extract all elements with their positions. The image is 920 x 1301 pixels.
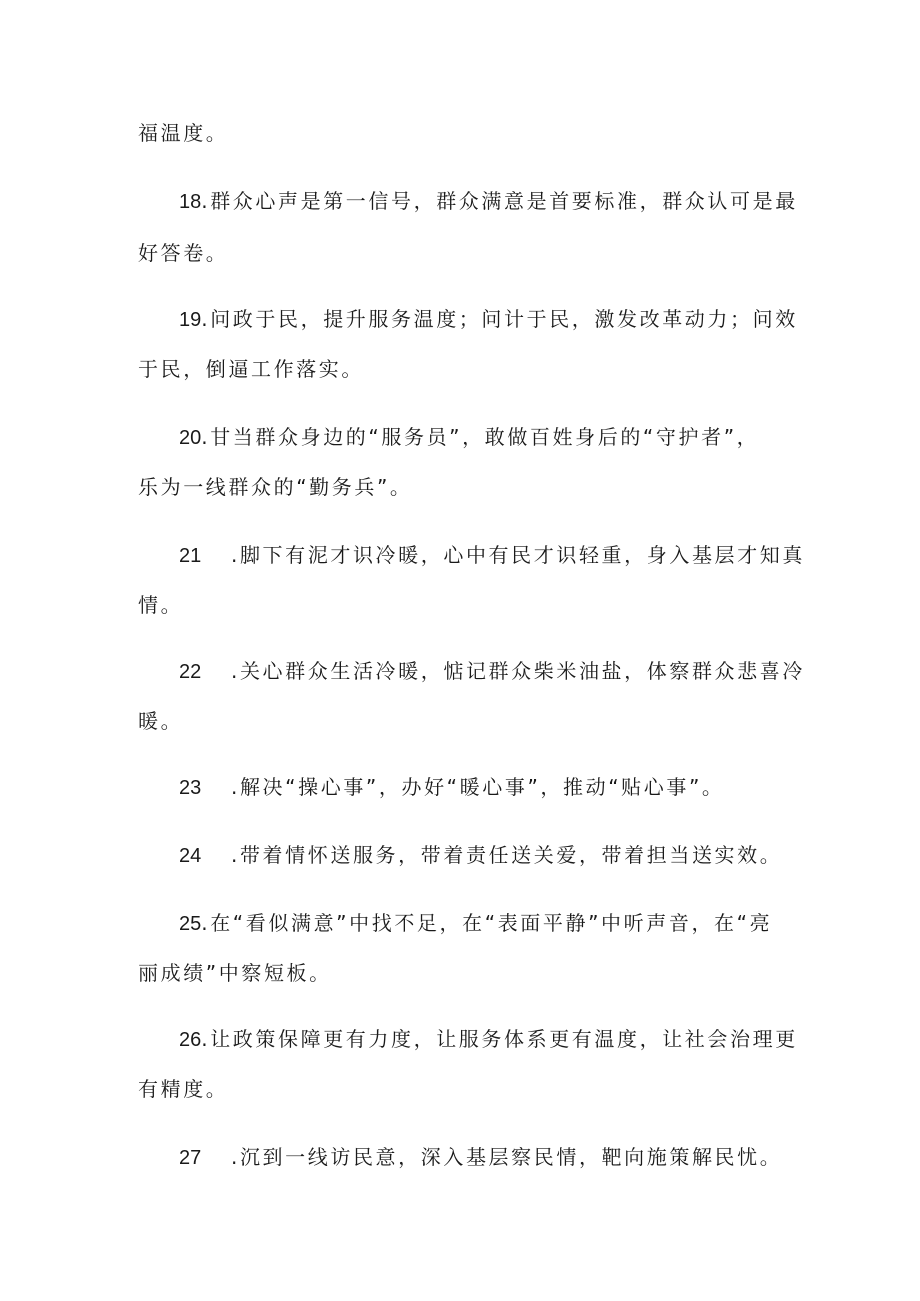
paragraph-text: .让政策保障更有力度，让服务体系更有温度，让社会治理更 bbox=[201, 1027, 798, 1051]
item-number: 21 bbox=[179, 545, 202, 567]
paragraph-19-line-1 bbox=[179, 306, 798, 333]
paragraph-text: 好答卷。 bbox=[138, 241, 229, 265]
paragraph-text: .问政于民，提升服务温度；问计于民，激发改革动力；问效 bbox=[201, 307, 798, 331]
paragraph-text: 乐为一线群众的“勤务兵”。 bbox=[138, 475, 413, 499]
paragraph-text: .群众心声是第一信号，群众满意是首要标准，群众认可是最 bbox=[201, 189, 798, 213]
paragraph-23-line-1 bbox=[179, 774, 725, 801]
paragraph-text: 丽成绩”中察短板。 bbox=[138, 961, 332, 985]
paragraph-text: 暖。 bbox=[138, 709, 184, 733]
paragraph-text: 福温度。 bbox=[138, 121, 229, 145]
paragraph-text: .解决“操心事”，办好“暖心事”，推动“贴心事”。 bbox=[231, 775, 725, 799]
paragraph-24-line-1 bbox=[179, 842, 782, 869]
paragraph-26-line-2 bbox=[138, 1076, 228, 1102]
item-number: 20 bbox=[179, 427, 202, 449]
paragraph-22-line-2 bbox=[138, 708, 183, 734]
item-number: 23 bbox=[179, 777, 202, 799]
paragraph-text: 于民，倒逼工作落实。 bbox=[138, 357, 364, 381]
item-number: 19 bbox=[179, 309, 202, 331]
paragraph-18-line-2 bbox=[138, 240, 228, 266]
paragraph-27-line-1 bbox=[179, 1144, 782, 1171]
item-number: 25 bbox=[179, 913, 202, 935]
item-number: 24 bbox=[179, 845, 202, 867]
paragraph-text: .沉到一线访民意，深入基层察民情，靶向施策解民忧。 bbox=[231, 1145, 783, 1169]
paragraph-26-line-1 bbox=[179, 1026, 798, 1053]
paragraph-25-line-1 bbox=[179, 910, 772, 937]
paragraph-text: .关心群众生活冷暖，惦记群众柴米油盐，体察群众悲喜冷 bbox=[231, 659, 805, 683]
paragraph-22-line-1 bbox=[179, 658, 805, 685]
paragraph-text: .脚下有泥才识冷暖，心中有民才识轻重，身入基层才知真 bbox=[231, 543, 805, 567]
item-number: 18 bbox=[179, 191, 202, 213]
paragraph-25-line-2 bbox=[138, 960, 332, 986]
item-number: 22 bbox=[179, 661, 202, 683]
paragraph-19-line-2 bbox=[138, 356, 364, 382]
paragraph-21-line-2 bbox=[138, 592, 183, 618]
paragraph-17-line-2 bbox=[138, 120, 228, 146]
paragraph-text: .带着情怀送服务，带着责任送关爱，带着担当送实效。 bbox=[231, 843, 783, 867]
paragraph-text: 情。 bbox=[138, 593, 184, 617]
item-number: 27 bbox=[179, 1147, 202, 1169]
paragraph-20-line-1 bbox=[179, 424, 759, 451]
paragraph-text: .在“看似满意”中找不足，在“表面平静”中听声音，在“亮 bbox=[201, 911, 773, 935]
paragraph-20-line-2 bbox=[138, 474, 413, 500]
paragraph-21-line-1 bbox=[179, 542, 805, 569]
paragraph-text: 有精度。 bbox=[138, 1077, 229, 1101]
paragraph-18-line-1 bbox=[179, 188, 798, 215]
item-number: 26 bbox=[179, 1029, 202, 1051]
paragraph-text: .甘当群众身边的“服务员”，敢做百姓身后的“守护者”， bbox=[201, 425, 760, 449]
